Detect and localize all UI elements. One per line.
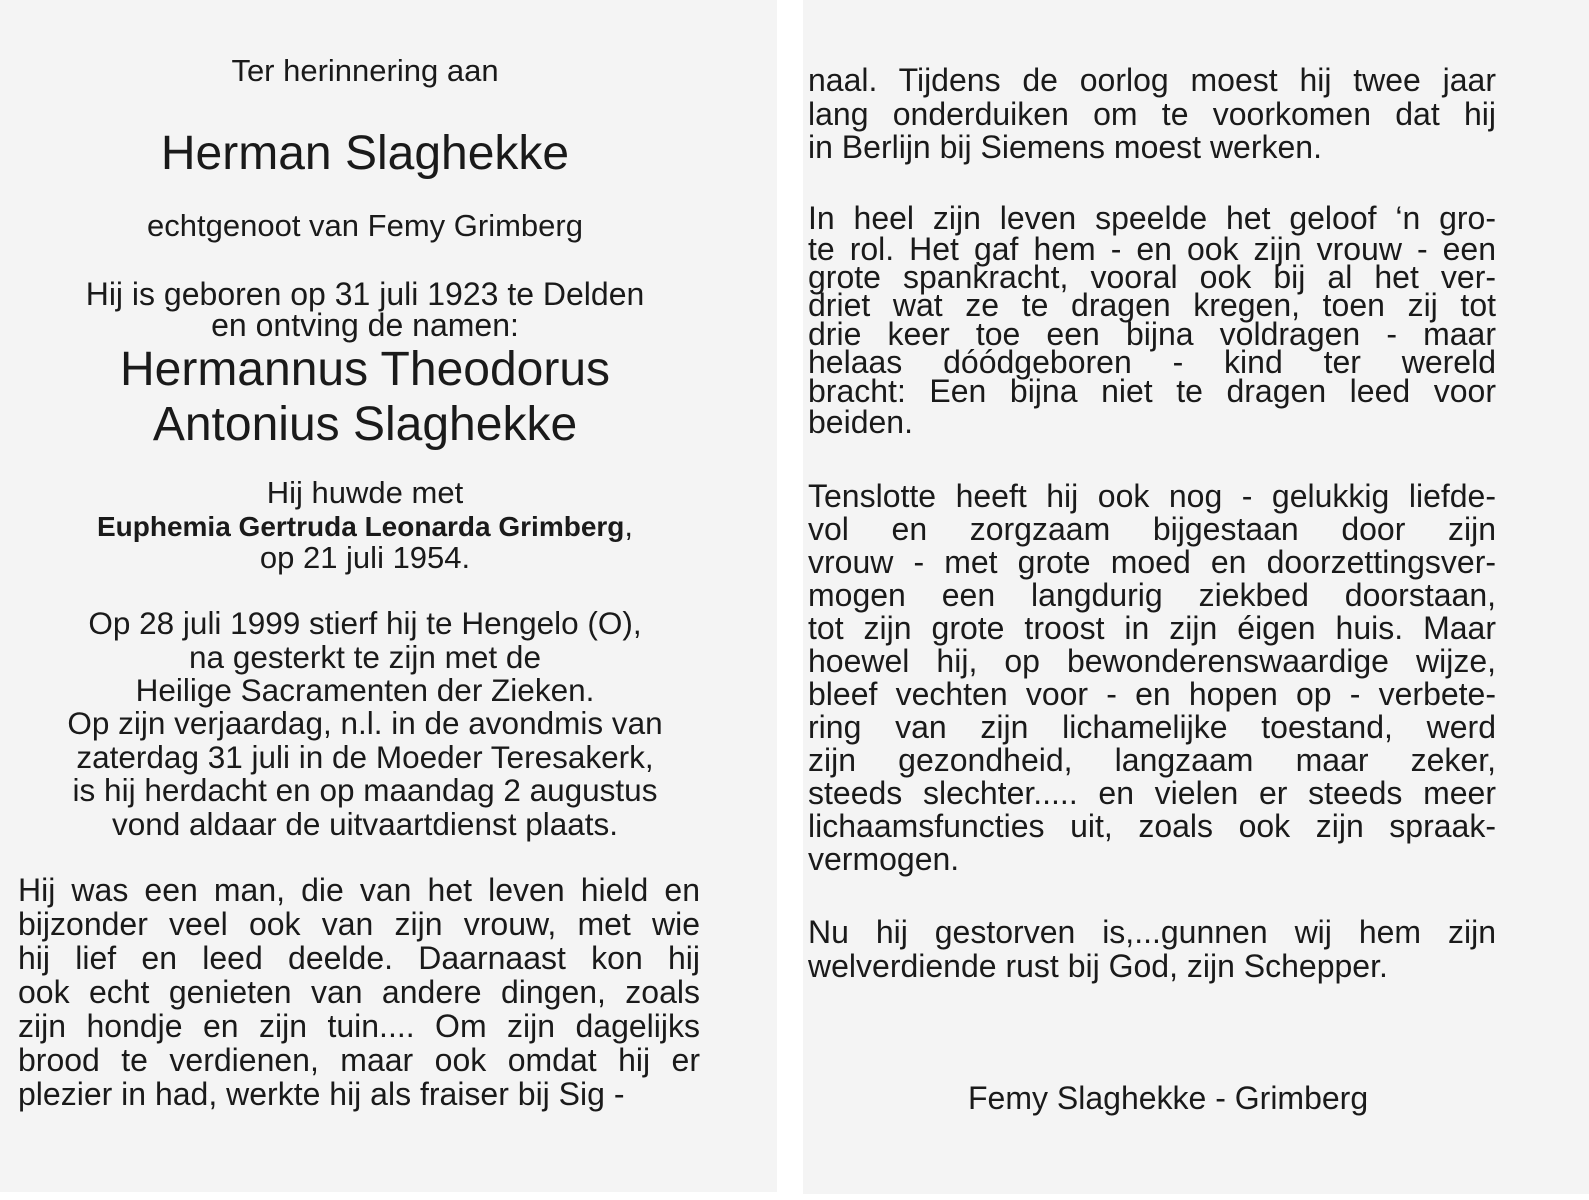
right-card-page (803, 0, 1589, 1194)
paragraph-line: steeds slechter..... en vielen er steeds meer (808, 775, 1496, 811)
story-line: plezier in had, werkte hij als fraiser bij Sig - (18, 1076, 625, 1112)
marriage-date-line: op 21 juli 1954. (259, 540, 471, 575)
story-line: hij lief en leed deelde. Daarnaast kon hij (18, 940, 700, 976)
paragraph-line: bracht: Een bijna niet te dragen leed voor (808, 373, 1496, 409)
death-line: vond aldaar de uitvaartdienst plaats. (111, 806, 619, 842)
spouse-line: echtgenoot van Femy Grimberg (147, 208, 583, 243)
intro-line: Ter herinnering aan (231, 53, 499, 88)
death-line: Op zijn verjaardag, n.l. in de avondmis van (67, 705, 663, 741)
death-line: Op 28 juli 1999 stierf hij te Hengelo (O), (88, 605, 642, 641)
birth-line: Hij is geboren op 31 juli 1923 te Delden (85, 276, 645, 312)
paragraph-line: drie keer toe een bijna voldragen - maar (808, 316, 1496, 352)
paragraph-line: vermogen. (808, 841, 960, 877)
paragraph-line: naal. Tijdens de oorlog moest hij twee jaar (808, 62, 1496, 98)
bride-comma: , (624, 508, 634, 543)
signature-line: Femy Slaghekke - Grimberg (968, 1080, 1369, 1116)
birth-line: en ontving de namen: (211, 307, 519, 343)
bride-name-line (0, 508, 730, 544)
paragraph-line: lang onderduiken om te voorkomen dat hij (808, 96, 1496, 132)
paragraph-line: hoewel hij, op bewonderenswaardige wijze, (808, 643, 1496, 679)
full-name-line: Hermannus Theodorus (119, 343, 611, 396)
death-line: zaterdag 31 juli in de Moeder Teresakerk, (76, 739, 654, 775)
paragraph-line: bleef vechten voor - en hopen op - verbete- (808, 676, 1496, 712)
full-name-line: Antonius Slaghekke (152, 398, 578, 451)
story-line: ook echt genieten van andere dingen, zoals (18, 974, 700, 1010)
paragraph-line: lichaamsfuncties uit, zoals ook zijn spraak- (808, 808, 1496, 844)
paragraph-line: Tenslotte heeft hij ook nog - gelukkig liefde- (808, 478, 1496, 514)
paragraph-line: ring van zijn lichamelijke toestand, werd (808, 709, 1496, 745)
paragraph-line: welverdiende rust bij God, zijn Schepper. (808, 948, 1388, 984)
paragraph-line: te rol. Het gaf hem - en ook zijn vrouw - een (808, 231, 1496, 267)
paragraph-line: driet wat ze te dragen kregen, toen zij tot (808, 287, 1496, 323)
story-line: Hij was een man, die van het leven hield en (18, 872, 700, 908)
paragraph-line: vrouw - met grote moed en doorzettingsver- (808, 544, 1496, 580)
paragraph-line: in Berlijn bij Siemens moest werken. (808, 129, 1322, 165)
paragraph-line: helaas dóódgeboren - kind ter wereld (808, 344, 1496, 380)
bride-name: Euphemia Gertruda Leonarda Grimberg (96, 511, 625, 542)
story-line: brood te verdienen, maar ook omdat hij er (18, 1042, 700, 1078)
paragraph-line: zijn gezondheid, langzaam maar zeker, (808, 742, 1496, 778)
paragraph-line: beiden. (808, 404, 913, 440)
paragraph-line: grote spankracht, vooral ook bij al het ver- (808, 259, 1496, 295)
death-line: Heilige Sacramenten der Zieken. (135, 672, 595, 708)
deceased-name: Herman Slaghekke (160, 127, 570, 180)
paragraph-line: mogen een langdurig ziekbed doorstaan, (808, 577, 1496, 613)
death-line: na gesterkt te zijn met de (189, 639, 541, 675)
paragraph-line: vol en zorgzaam bijgestaan door zijn (808, 511, 1496, 547)
story-line: zijn hondje en zijn tuin.... Om zijn dagelijks (18, 1008, 700, 1044)
paragraph-line: In heel zijn leven speelde het geloof ‘n gro- (808, 200, 1496, 236)
paragraph-line: tot zijn grote troost in zijn éigen huis. Maar (808, 610, 1496, 646)
marriage-line: Hij huwde met (266, 475, 464, 510)
card-gutter (777, 0, 803, 1200)
paragraph-line: Nu hij gestorven is,...gunnen wij hem zijn (808, 914, 1496, 950)
death-line: is hij herdacht en op maandag 2 augustus (72, 772, 658, 808)
story-line: bijzonder veel ook van zijn vrouw, met wie (18, 906, 700, 942)
left-card-page (0, 0, 777, 1192)
